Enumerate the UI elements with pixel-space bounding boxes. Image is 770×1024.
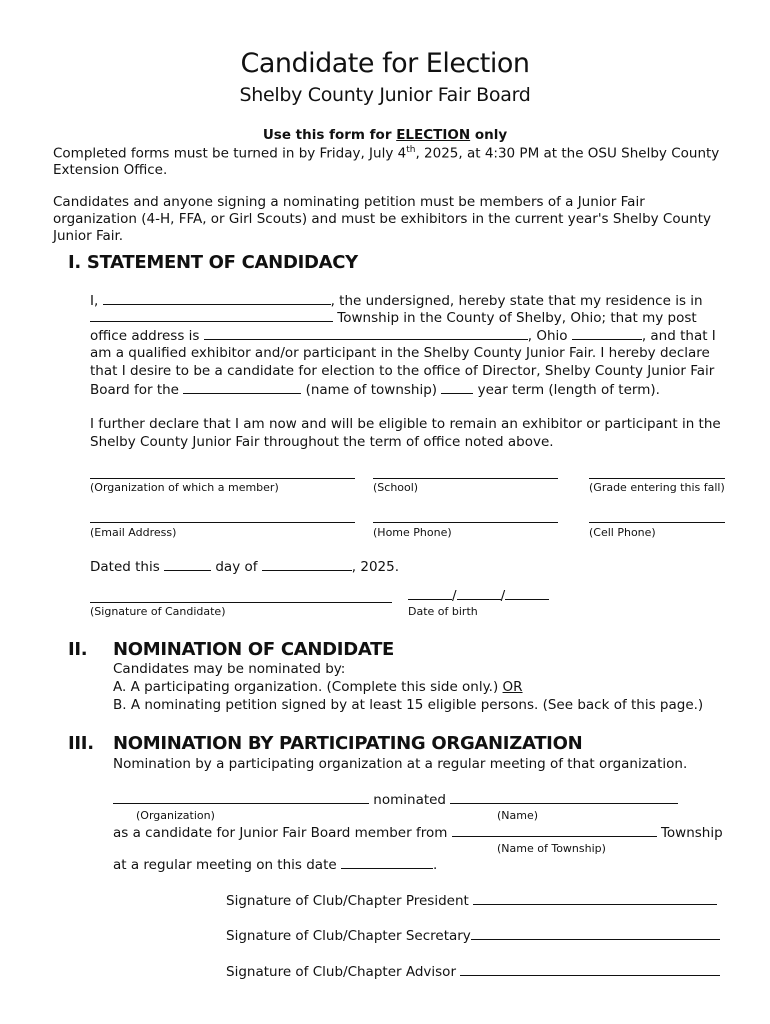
s1-line-4: am a qualified exhibitor and/or participant in the Shelby County Junior Fair. I hereby declare [90,345,710,361]
nominated-line [113,791,678,808]
term-blank[interactable] [441,381,473,394]
home-phone-label: (Home Phone) [373,526,452,539]
deadline-text-a: Completed forms must be turned in by Friday, July 4 [53,145,407,162]
grade-label: (Grade entering this fall) [589,481,725,494]
president-label: Signature of Club/Chapter President [226,893,474,909]
cell-phone-line[interactable] [589,522,725,523]
s1-l1b: , the undersigned, hereby state that my residence is in [330,293,703,309]
section-2-number: II. [68,639,88,660]
home-phone-line[interactable] [373,522,558,523]
dob-slash-1: / [452,588,457,604]
deadline-text-b: , 2025, at 4:30 PM at the OSU Shelby County [415,145,720,162]
meeting-period: . [432,857,438,873]
cell-phone-label: (Cell Phone) [589,526,656,539]
s1-l3a: office address is [90,328,204,344]
members-line-3: Junior Fair. [53,228,124,244]
secretary-label: Signature of Club/Chapter Secretary [226,928,471,944]
s1-l6c: year term (length of term). [473,382,660,398]
form-subtitle: Shelby County Junior Fair Board [239,84,531,106]
section-3-intro: Nomination by a participating organization at a regular meeting of that organization. [113,756,688,772]
nominee-name-blank[interactable] [450,791,678,804]
month-blank[interactable] [262,558,352,571]
section-2-option-a [113,679,523,695]
dated-b: day of [211,559,262,575]
nominating-org-label: (Organization) [136,809,215,822]
deadline-line-1 [53,145,719,162]
school-line[interactable] [373,478,558,479]
nominee-name-label: (Name) [497,809,539,822]
option-a-text: A. A participating organization. (Complete this side only.) [113,679,503,695]
email-line[interactable] [90,522,355,523]
declare-line-2: Shelby County Junior Fair throughout the term of office noted above. [90,434,554,450]
township-blank[interactable] [90,309,333,322]
declare-line-1: I further declare that I am now and will be eligible to remain an exhibitor or participant in the [90,416,721,432]
secretary-signature-line [226,927,720,944]
section-2-intro: Candidates may be nominated by: [113,661,346,677]
dated-a: Dated this [90,559,165,575]
option-a-or: OR [502,679,523,695]
candidate-signature-label: (Signature of Candidate) [90,605,226,618]
dob-slash-2: / [500,588,506,604]
dob-year-blank[interactable] [505,587,549,600]
nominated-text: nominated [369,792,451,808]
section-1-heading: I. STATEMENT OF CANDIDACY [68,252,358,273]
president-signature-blank[interactable] [473,892,717,905]
candidate-from-line [113,824,723,841]
as-a-text: as a candidate for Junior Fair Board member from [113,825,452,841]
president-signature-line [226,892,717,909]
dated-line [90,558,399,575]
post-office-blank[interactable] [204,327,528,340]
township-text: Township [656,825,723,841]
name-blank[interactable] [103,292,331,305]
s1-l3b: , Ohio [527,328,572,344]
organization-label: (Organization of which a member) [90,481,279,494]
use-form-note [0,127,770,143]
organization-line[interactable] [90,478,355,479]
candidate-signature-line[interactable] [90,602,392,603]
meeting-text: at a regular meeting on this date [113,857,341,873]
section-3-heading: NOMINATION BY PARTICIPATING ORGANIZATION [113,733,583,754]
deadline-sup: th [406,145,416,155]
section-3-number: III. [68,733,94,754]
dob-day-blank[interactable] [457,587,501,600]
dated-c: , 2025. [351,559,400,575]
use-form-emphasis: ELECTION [396,127,471,143]
board-township-blank[interactable] [183,381,301,394]
s1-l6a: Board for the [90,382,184,398]
section-2-option-b: B. A nominating petition signed by at least 15 eligible persons. (See back of this page.) [113,697,704,713]
s1-line-3 [90,327,716,344]
members-line-1: Candidates and anyone signing a nominating petition must be members of a Junior Fair [53,194,645,210]
deadline-line-2: Extension Office. [53,162,168,178]
section-2-heading: NOMINATION OF CANDIDATE [113,639,395,660]
dob-field[interactable] [408,587,549,604]
grade-line[interactable] [589,478,725,479]
s1-l6b: (name of township) [301,382,442,398]
meeting-date-blank[interactable] [341,856,433,869]
from-township-blank[interactable] [452,824,657,837]
s1-l1a: I, [90,293,103,309]
advisor-label: Signature of Club/Chapter Advisor [226,964,461,980]
advisor-signature-line [226,963,720,980]
dob-label: Date of birth [408,605,478,618]
dob-month-blank[interactable] [408,587,452,600]
meeting-date-line [113,856,437,873]
advisor-signature-blank[interactable] [460,963,720,976]
nominating-org-blank[interactable] [113,791,369,804]
school-label: (School) [373,481,419,494]
s1-line-2 [90,309,697,326]
s1-line-6 [90,381,660,398]
township-label: (Name of Township) [497,842,606,855]
zip-blank[interactable] [572,327,642,340]
use-form-suffix: only [470,127,508,143]
secretary-signature-blank[interactable] [471,927,720,940]
email-label: (Email Address) [90,526,177,539]
s1-l3c: , and that I [641,328,716,344]
use-form-prefix: Use this form for [262,127,397,143]
s1-line-5: that I desire to be a candidate for election to the office of Director, Shelby County Junior Fair [90,363,715,379]
s1-line-1 [90,292,703,309]
members-line-2: organization (4-H, FFA, or Girl Scouts) and must be exhibitors in the current year's Shelby County [53,211,711,227]
day-blank[interactable] [164,558,211,571]
form-title: Candidate for Election [240,48,530,79]
s1-l2: Township in the County of Shelby, Ohio; that my post [337,310,697,326]
